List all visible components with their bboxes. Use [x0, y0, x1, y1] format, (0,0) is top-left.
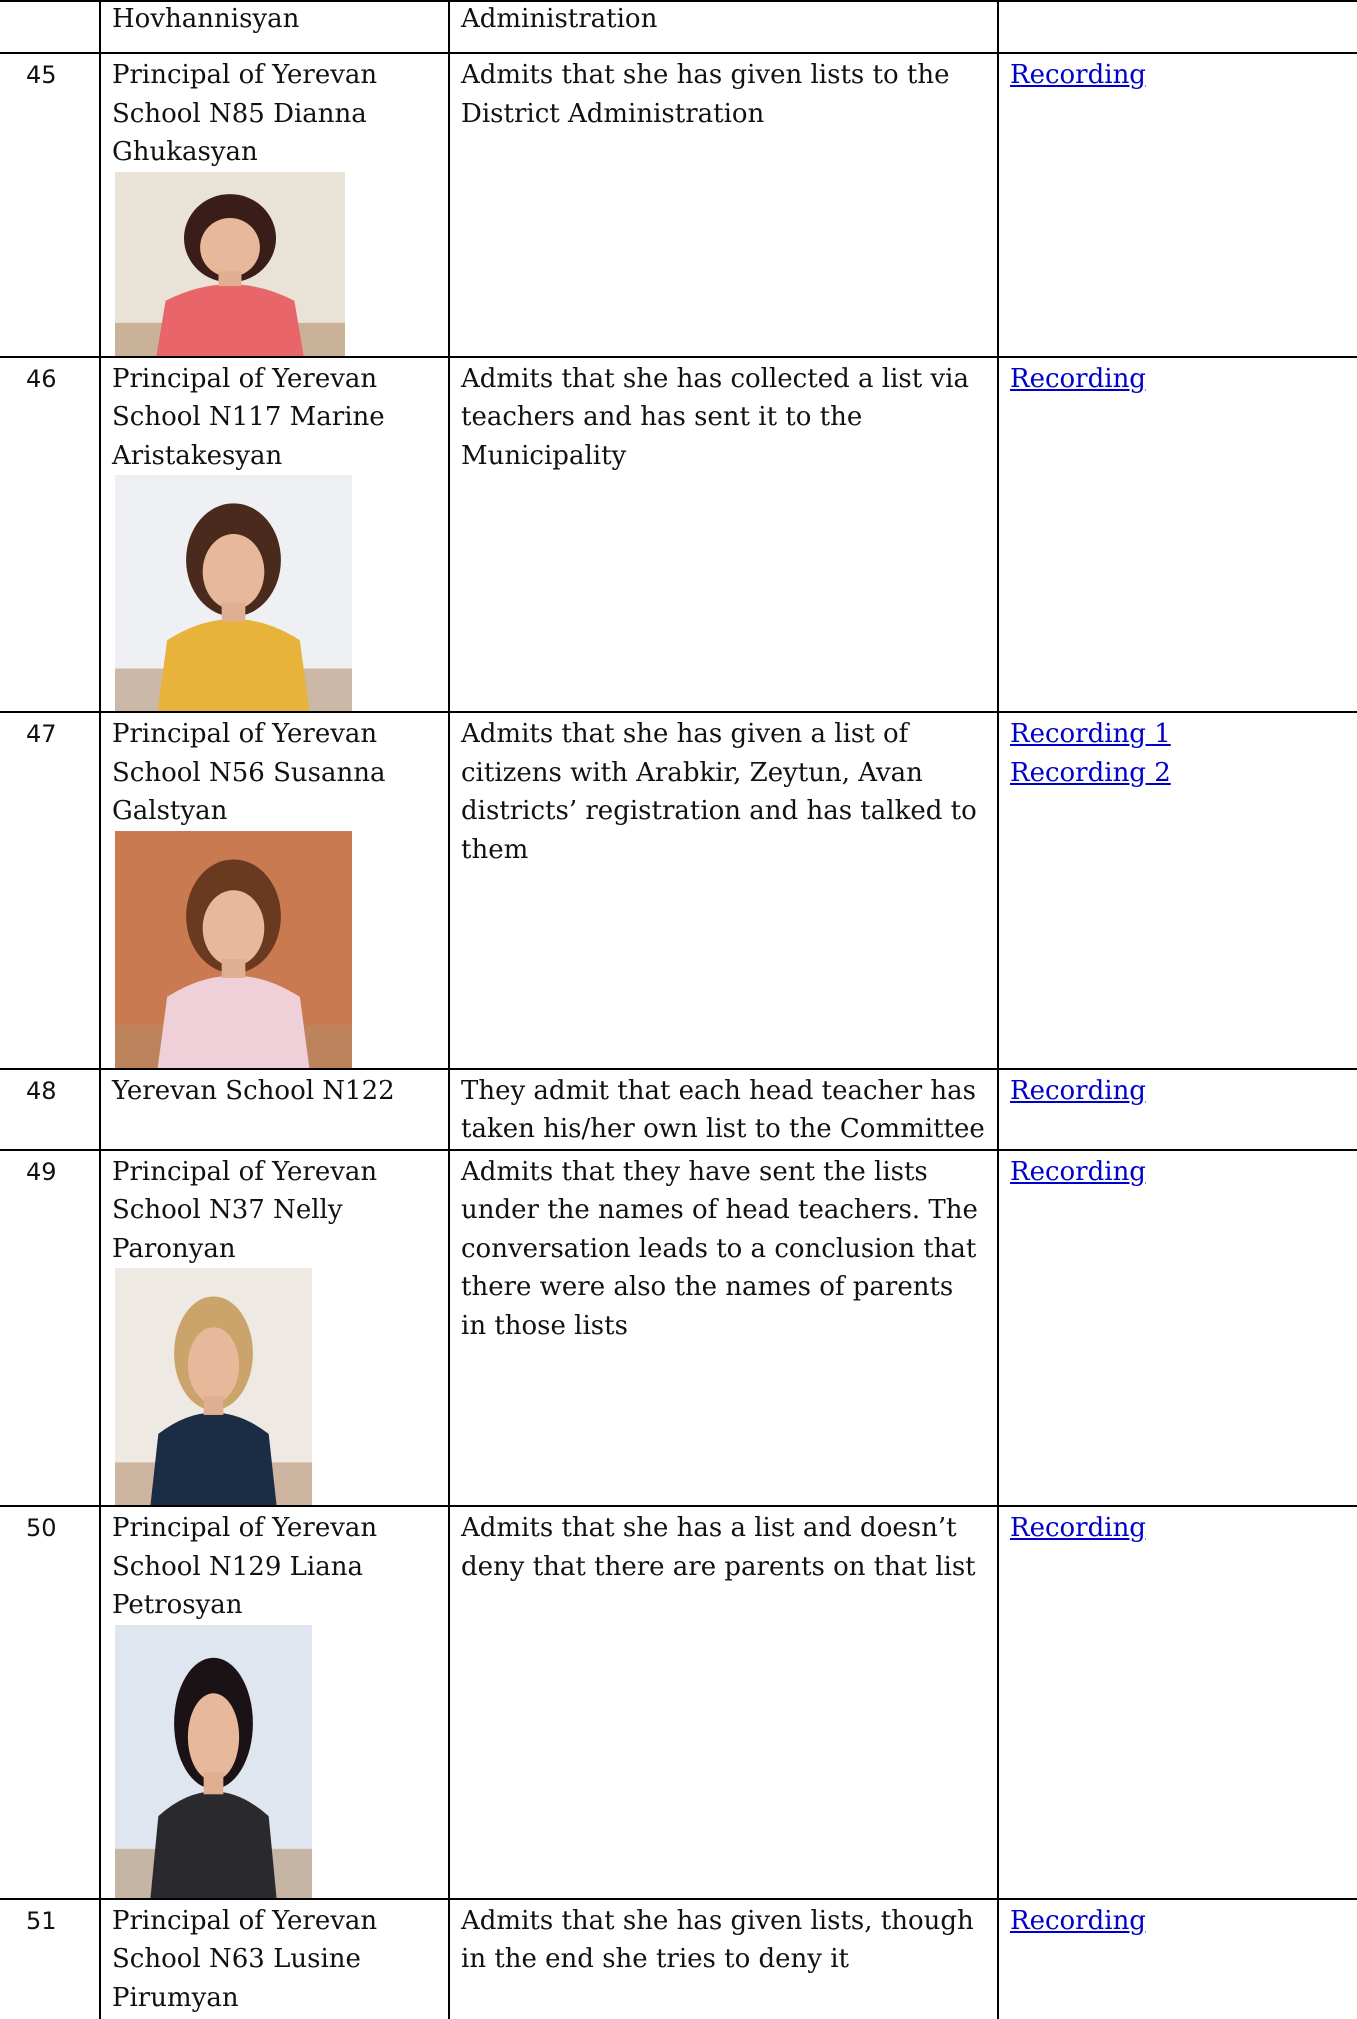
recording-link[interactable]: Recording [1010, 363, 1146, 394]
person-name: Principal of Yerevan School N85 Dianna Ghukasyan [112, 60, 378, 167]
description-text: Admits that she has given lists, though in the end she tries to deny it [461, 1905, 974, 1974]
portrait-photo [115, 475, 352, 711]
recording-link[interactable]: Recording [1010, 1513, 1146, 1543]
table-row [0, 712, 1357, 1069]
row-number-cell [0, 53, 100, 357]
table-row [0, 1506, 1357, 1899]
recording-link[interactable]: Recording [1010, 60, 1146, 90]
recording-links [999, 54, 1357, 95]
person-name: Principal of Yerevan School N63 Lusine Pirumyan [112, 1905, 378, 2013]
name-cell [100, 1069, 449, 1150]
person-name: Principal of Yerevan School N117 Marine Aristakesyan [112, 363, 385, 471]
description-text: Admits that she has given a list of citizens with Arabkir, Zeytun, Avan districts’ registration and has talked to them [461, 719, 977, 865]
recording-link[interactable]: Recording [1010, 1156, 1146, 1187]
person-name: Principal of Yerevan School N56 Susanna Galstyan [112, 719, 386, 826]
name-cell [100, 1150, 449, 1507]
name-cell [100, 357, 449, 713]
description-text: Admits that she has collected a list via teachers and has sent it to the Municipality [461, 363, 969, 471]
recording-cell [998, 53, 1357, 357]
row-number-cell [0, 1069, 100, 1150]
description-cell [449, 712, 998, 1069]
header-cell-num [0, 1, 100, 53]
recording-link[interactable]: Recording [1010, 1905, 1146, 1936]
description-cell [449, 1899, 998, 2019]
recording-cell [998, 712, 1357, 1069]
row-number-cell [0, 1899, 100, 2019]
row-number-cell [0, 357, 100, 713]
row-number: 49 [26, 1157, 57, 1186]
description-text: Admits that they have sent the lists under the names of head teachers. The conversation leads to a conclusion that there were also the names of parents in those lists [461, 1156, 978, 1341]
table-header-row [0, 1, 1357, 53]
recording-link[interactable]: Recording [1010, 1075, 1146, 1106]
row-number: 50 [26, 1514, 57, 1542]
description-text: Admits that she has given lists to the District Administration [461, 60, 950, 129]
recording-cell [998, 1150, 1357, 1507]
row-number-cell [0, 1150, 100, 1507]
row-number-cell [0, 1506, 100, 1899]
row-number: 48 [26, 1076, 57, 1105]
name-cell [100, 1506, 449, 1899]
name-cell [100, 1899, 449, 2019]
table-row [0, 1069, 1357, 1150]
name-cell [100, 53, 449, 357]
recording-links [999, 1070, 1357, 1111]
description-cell [449, 1069, 998, 1150]
row-number-cell [0, 712, 100, 1069]
recording-link[interactable]: Recording 1 [1010, 719, 1171, 749]
table-row [0, 357, 1357, 713]
header-cell-name: Hovhannisyan [100, 1, 449, 53]
description-cell [449, 1150, 998, 1507]
recording-link[interactable]: Recording 2 [1010, 757, 1171, 788]
person-name: Principal of Yerevan School N37 Nelly Paronyan [112, 1156, 378, 1264]
recording-cell [998, 1899, 1357, 2019]
recording-cell [998, 1069, 1357, 1150]
recording-cell [998, 1506, 1357, 1899]
recording-cell [998, 357, 1357, 713]
name-cell [100, 712, 449, 1069]
recording-links [999, 1151, 1357, 1192]
portrait-photo [115, 172, 345, 356]
description-text: Admits that she has a list and doesn’t deny that there are parents on that list [461, 1513, 976, 1582]
row-number: 45 [26, 61, 57, 89]
row-number: 46 [26, 364, 57, 393]
description-cell [449, 53, 998, 357]
recording-links [999, 713, 1357, 792]
table-body [0, 53, 1357, 2019]
person-name: Principal of Yerevan School N129 Liana Petrosyan [112, 1513, 378, 1620]
header-cell-desc: Administration [449, 1, 998, 53]
row-number: 47 [26, 720, 57, 748]
description-cell [449, 1506, 998, 1899]
description-text: They admit that each head teacher has taken his/her own list to the Committee [461, 1075, 985, 1144]
description-cell [449, 357, 998, 713]
recording-links [999, 1507, 1357, 1548]
table-row [0, 1899, 1357, 2019]
portrait-photo [115, 1625, 312, 1898]
table-row [0, 1150, 1357, 1507]
person-name: Yerevan School N122 [112, 1075, 395, 1106]
recording-links [999, 358, 1357, 399]
recording-links [999, 1900, 1357, 1941]
row-number: 51 [26, 1906, 57, 1935]
portrait-photo [115, 1268, 312, 1505]
header-cell-link [998, 1, 1357, 53]
portrait-photo [115, 831, 352, 1068]
table-row [0, 53, 1357, 357]
